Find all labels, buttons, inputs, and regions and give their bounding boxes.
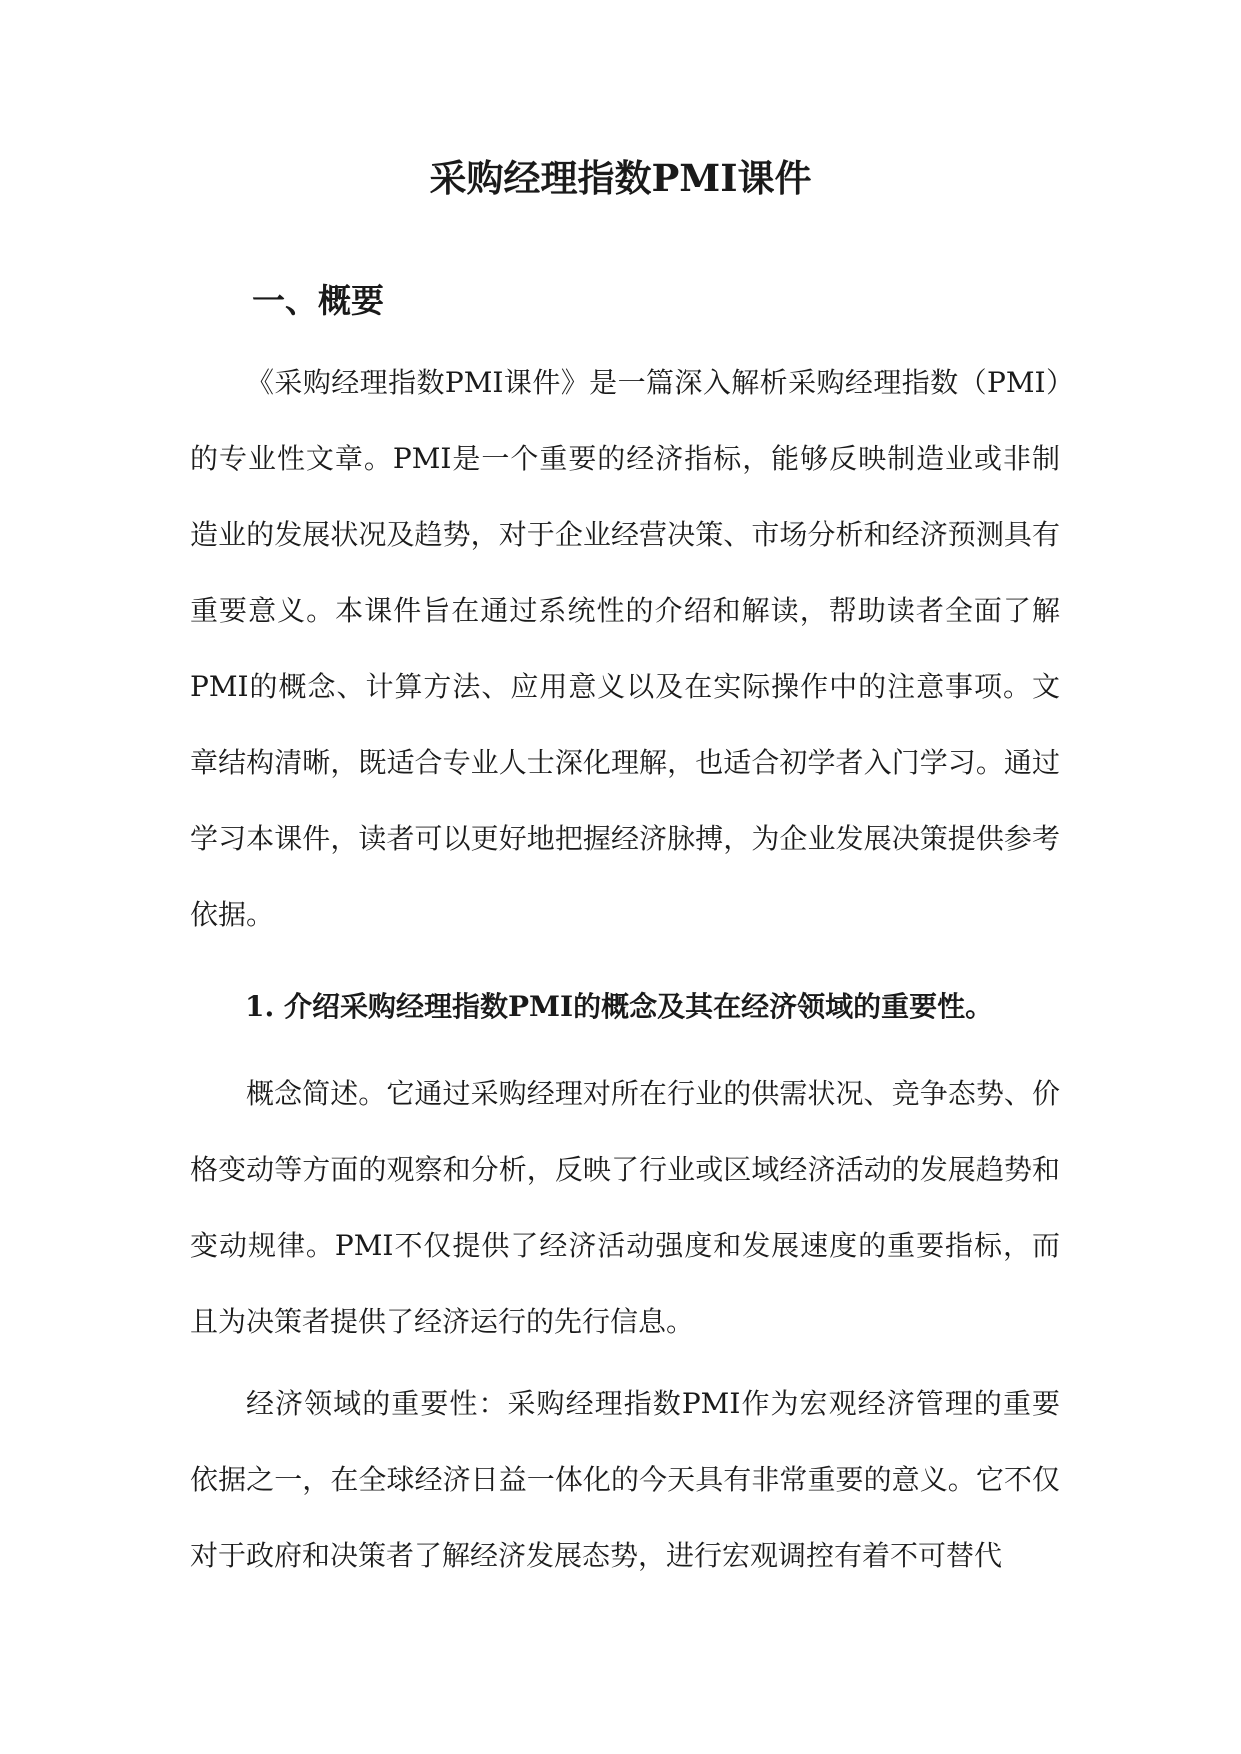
concept-paragraph: 概念简述。它通过采购经理对所在行业的供需状况、竞争态势、价格变动等方面的观察和分析，反映了行业或区域经济活动的发展趋势和变动规律。PMI不仅提供了经济活动强度和发展速度的重要指标，而且为决策者提供了经济运行的先行信息。 — [190, 1077, 1060, 1338]
section-heading-overview: 一、概要 — [252, 281, 384, 320]
importance-paragraph: 经济领域的重要性：采购经理指数PMI作为宏观经济管理的重要依据之一，在全球经济日益一体化的今天具有非常重要的意义。它不仅对于政府和决策者了解经济发展态势，进行宏观调控有着不可替代 — [190, 1387, 1060, 1572]
document-title: 采购经理指数PMI课件 — [429, 156, 812, 200]
sub-heading-concept-importance: 1. 介绍采购经理指数PMI的概念及其在经济领域的重要性。 — [245, 990, 994, 1023]
overview-paragraph: 《采购经理指数PMI课件》是一篇深入解析采购经理指数（PMI）的专业性文章。PMI是一个重要的经济指标，能够反映制造业或非制造业的发展状况及趋势，对于企业经营决策、市场分析和经济预测具有重要意义。本课件旨在通过系统性的介绍和解读，帮助读者全面了解PMI的概念、计算方法、应用意义以及在实际操作中的注意事项。文章结构清晰，既适合专业人士深化理解，也适合初学者入门学习。通过学习本课件，读者可以更好地把握经济脉搏，为企业发展决策提供参考依据。 — [190, 366, 1060, 931]
